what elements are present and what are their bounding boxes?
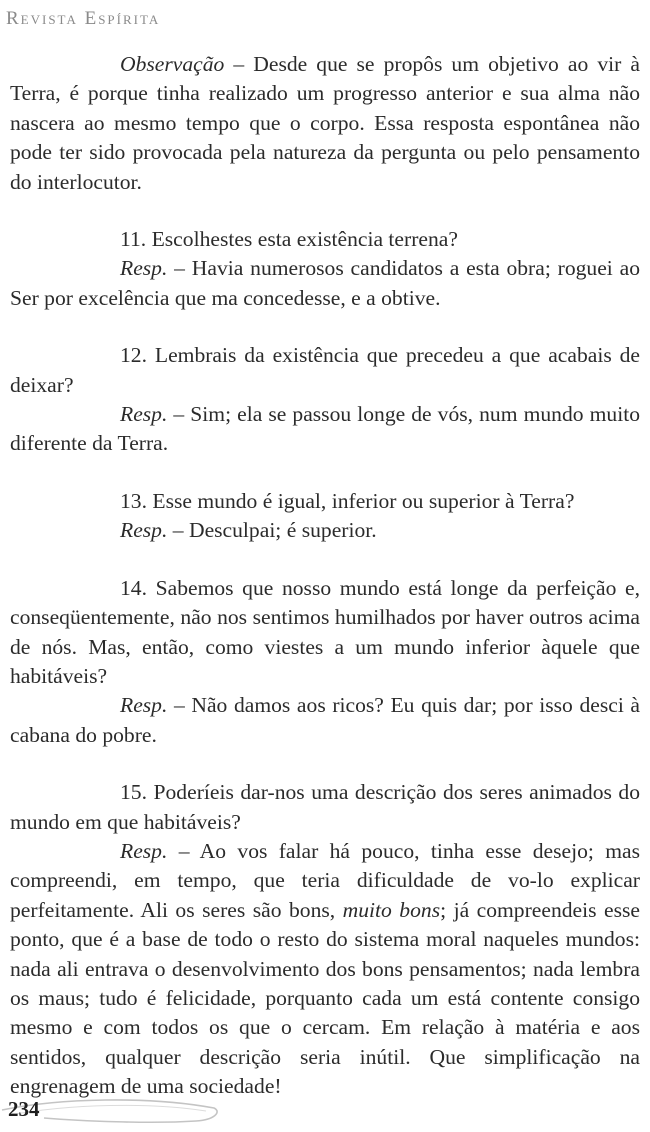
page-body: [10, 50, 640, 1102]
question-15: 15. Poderíeis dar-nos uma descrição dos seres animados do mundo em que habitáveis?: [10, 780, 640, 834]
answer-14: [10, 691, 640, 750]
question-11: 11. Escolhestes esta existência terrena?: [120, 227, 458, 252]
answer-15: [10, 837, 640, 1102]
resp-label: Resp.: [120, 693, 168, 718]
resp-label: Resp.: [120, 838, 168, 863]
answer-text: – Havia numerosos candidatos a esta obra; roguei ao Ser por excelência que ma concedesse, e a obtive.: [10, 256, 640, 310]
observation-paragraph: [10, 50, 640, 197]
answer-12: [10, 400, 640, 459]
page-number: 234: [8, 1097, 40, 1121]
question-13: 13. Esse mundo é igual, inferior ou superior à Terra?: [120, 488, 575, 513]
answer-text: ; já compreendeis esse ponto, que é a base de todo o resto do sistema moral naqueles mundos: nada ali entrava o desenvolvimento dos bons pensamentos; nada lembra os maus; tudo é felicidade, porquanto cada um está contente consigo mesmo e com todos os que o cercam. Em relação à matéria e aos sentidos, qualquer descrição seria inútil. Que simplificação na engrenagem de uma sociedade!: [10, 897, 640, 1099]
answer-11: [10, 254, 640, 313]
resp-label: Resp.: [120, 402, 168, 427]
observation-label: Observação: [120, 52, 225, 76]
answer-text: – Ao vos falar há pouco, tinha esse desejo; mas compreendi, em tempo, que teria dificuldade de vo-lo explicar perfeitamente. Ali os seres são bons,: [10, 838, 640, 922]
answer-text: – Não damos aos ricos? Eu quis dar; por isso desci à cabana do pobre.: [10, 693, 640, 747]
answer-text: – Sim; ela se passou longe de vós, num mundo muito diferente da Terra.: [10, 402, 640, 456]
resp-label: Resp.: [120, 256, 168, 281]
question-14: 14. Sabemos que nosso mundo está longe da perfeição e, conseqüentemente, não nos sentimos humilhados por haver outros acima de nós. Mas, então, como viestes a um mundo inferior àquele que habitáveis?: [10, 575, 640, 688]
emphasis-text: muito bons: [342, 897, 441, 922]
question-12: 12. Lembrais da existência que precedeu a que acabais de deixar?: [10, 343, 640, 397]
answer-text: – Desculpai; é superior.: [167, 518, 377, 543]
resp-label: Resp.: [120, 518, 168, 543]
running-header: Revista Espírita: [6, 8, 161, 29]
answer-13: [10, 516, 640, 545]
observation-text: – Desde que se propôs um objetivo ao vir à Terra, é porque tinha realizado um progresso anterior e sua alma não nascera ao mesmo tempo que o corpo. Essa resposta espontânea não pode ter sido provocada pela natureza da pergunta ou pelo pensamento do interlocutor.: [10, 52, 640, 194]
